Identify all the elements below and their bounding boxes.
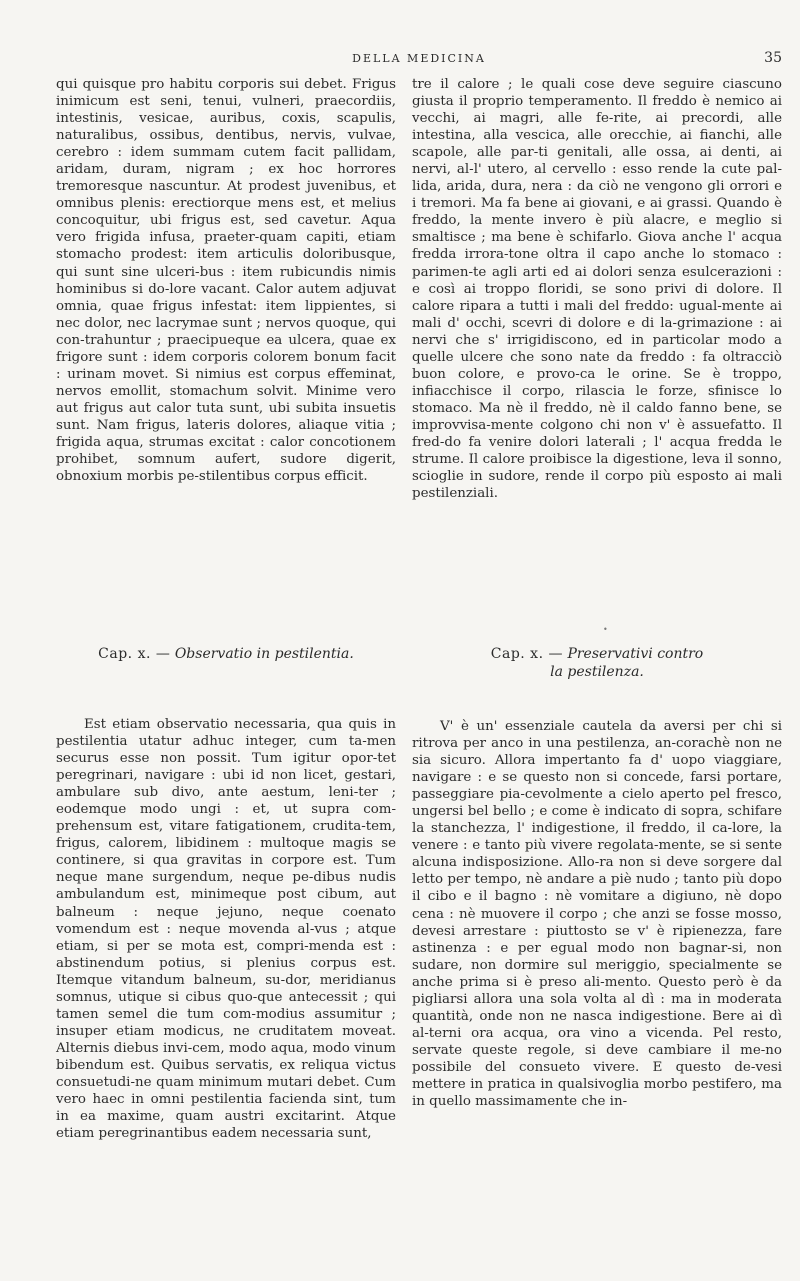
italian-chapter-title-line1: Preservativi contro <box>567 646 704 662</box>
italian-chapter-title-line2: la pestilenza. <box>550 664 644 680</box>
italian-chapter-number: Cap. x. — <box>490 646 563 662</box>
italian-paragraph-freddo: tre il calore ; le quali cose deve seguire ciascuno giusta il proprio temperamento. Il freddo è nemico ai vecchi, ai magri, alle fe-rite, ai precordi, alle intestina, alla vescica, alle orecchie, ai fianchi, alle scapole, alle par-ti genitali, alle ossa, ai denti, ai nervi, al-l' utero, al cervello : esso rende la cute pal-lida, arida, dura, nera : da ciò ne vengono gli orrori e i tremori. Ma fa bene ai giovani, e ai grassi. Quando è freddo, la mente invero è più alacre, e meglio si smaltisce ; ma bene è schifarlo. Giova anche l' acqua fredda irrora-tone oltra il capo anche lo stomaco : parimen-te agli arti ed ai dolori senza esulcerazioni : e così ai troppo floridi, se sono privi di dolore. Il calore ripara a tutti i mali del freddo: ugual-mente ai mali d' occhi, scevri di dolore e di la-grimazione : ai nervi che s' irrigidiscono, ed in particolar modo a quelle ulcere che sono nate da freddo : fa oltracciò buon colore, e provo-ca le orine. Se è troppo, infiacchisce il corpo, rilascia le forze, sfinisce lo stomaco. Ma nè il freddo, nè il caldo fanno bene, se improvvisa-mente colgono chi non v' è assuefatto. Il fred-do fa venire dolori laterali ; l' acqua fredda le strume. Il calore proibisce la digestione, leva il sonno, scioglie in sudore, rende il corpo più esposto ai mali pestilenziali. <box>412 77 782 502</box>
ink-speck: • <box>603 625 608 634</box>
italian-chapter-heading <box>412 645 782 681</box>
latin-column-top <box>56 76 396 485</box>
italian-column-bottom <box>412 718 782 1110</box>
page-header <box>56 46 782 70</box>
latin-chapter-heading <box>56 645 396 663</box>
latin-paragraph-pestilentia: Est etiam observatio necessaria, qua quis in pestilentia utatur adhuc integer, cum ta-men securus esse non possit. Tum igitur opor-tet peregrinari, navigare : ubi id non licet, gestari, ambulare sub divo, ante aestum, leni-ter ; eodemque modo ungi : et, ut supra com-prehensum est, vitare fatigationem, crudita-tem, frigus, calorem, libidinem : multoque magis se continere, si qua gravitas in corpore est. Tum neque mane surgendum, neque pe-dibus nudis ambulandum est, minimeque post cibum, aut balneum : neque jejuno, neque coenato vomendum est : neque movenda al-vus ; atque etiam, si per se mota est, compri-menda est : abstinendum potius, si plenius corpus est. Itemque vitandum balneum, su-dor, meridianus somnus, utique si cibus quo-que antecessit ; qui tamen semel die tum com-modius assumitur ; insuper etiam modicus, ne cruditatem moveat. Alternis diebus invi-cem, modo aqua, modo vinum bibendum est. Quibus servatis, ex reliqua victus consuetudi-ne quam minimum mutari debet. Cum vero haec in omni pestilentia facienda sint, tum in ea maxime, quam austri excitarint. Atque etiam peregrinantibus eadem necessaria sunt, <box>56 717 396 1142</box>
running-head: DELLA MEDICINA <box>352 52 486 65</box>
latin-chapter-number: Cap. x. — <box>98 646 171 662</box>
latin-column-bottom <box>56 716 396 1142</box>
italian-paragraph-pestilenza: V' è un' essenziale cautela da aversi per chi si ritrova per anco in una pestilenza, an-corachè non ne sia sicuro. Allora impertanto fa d' uopo viaggiare, navigare : e se questo non si concede, farsi portare, passeggiare pia-cevolmente a cielo aperto pel fresco, ungersi bel bello ; e come è indicato di sopra, schifare la stanchezza, l' indigestione, il freddo, il ca-lore, la venere : e tanto più vivere regolata-mente, se si sente alcuna indisposizione. Allo-ra non si deve sorgere dal letto per tempo, nè andare a piè nudo ; tanto più dopo il cibo e il bagno : nè vomitare a digiuno, nè dopo cena : nè muovere il corpo ; che anzi se fosse mosso, devesi arrestare : piuttosto se v' è ripienezza, fare astinenza : e per egual modo non bagnar-si, non sudare, non dormire sul meriggio, specialmente se anche prima si è preso ali-mento. Questo però è da pigliarsi allora una sola volta al dì : ma in moderata quantità, onde non ne nasca indigestione. Bere ai dì al-terni ora acqua, ora vino a vicenda. Pel resto, servate queste regole, si deve cambiare il me-no possibile del consueto vivere. E questo de-vesi mettere in pratica in qualsivoglia morbo pestifero, ma in quello massimamente che in- <box>412 719 782 1110</box>
page-number: 35 <box>764 50 782 66</box>
latin-chapter-title: Observatio in pestilentia. <box>174 646 354 662</box>
latin-paragraph-frigus: qui quisque pro habitu corporis sui debet. Frigus inimicum est seni, tenui, vulneri, praecordiis, intestinis, vesicae, auribus, coxis, scapulis, naturalibus, ossibus, dentibus, nervis, vulvae, cerebro : idem summam cutem facit pallidam, aridam, duram, nigram ; ex hoc horrores tremoresque nascuntur. At prodest juvenibus, et omnibus plenis: erectiorque mens est, et melius concoquitur, ubi frigus est, sed cavetur. Aqua vero frigida infusa, praeter-quam capiti, etiam stomacho prodest: item articulis doloribusque, qui sunt sine ulceri-bus : item rubicundis nimis hominibus si do-lore vacant. Calor autem adjuvat omnia, quae frigus infestat: item lippientes, si nec dolor, nec lacrymae sunt ; nervos quoque, qui con-trahuntur ; praecipueque ea ulcera, quae ex frigore sunt : idem corporis colorem bonum facit : urinam movet. Si nimius est corpus effeminat, nervos emollit, stomachum solvit. Minime vero aut frigus aut calor tuta sunt, ubi subita insuetis sunt. Nam frigus, lateris dolores, aliaque vitia ; frigida aqua, strumas excitat : calor concotionem prohibet, somnum aufert, sudore digerit, obnoxium morbis pe-stilentibus corpus efficit. <box>56 77 396 485</box>
italian-column-top <box>412 76 782 502</box>
